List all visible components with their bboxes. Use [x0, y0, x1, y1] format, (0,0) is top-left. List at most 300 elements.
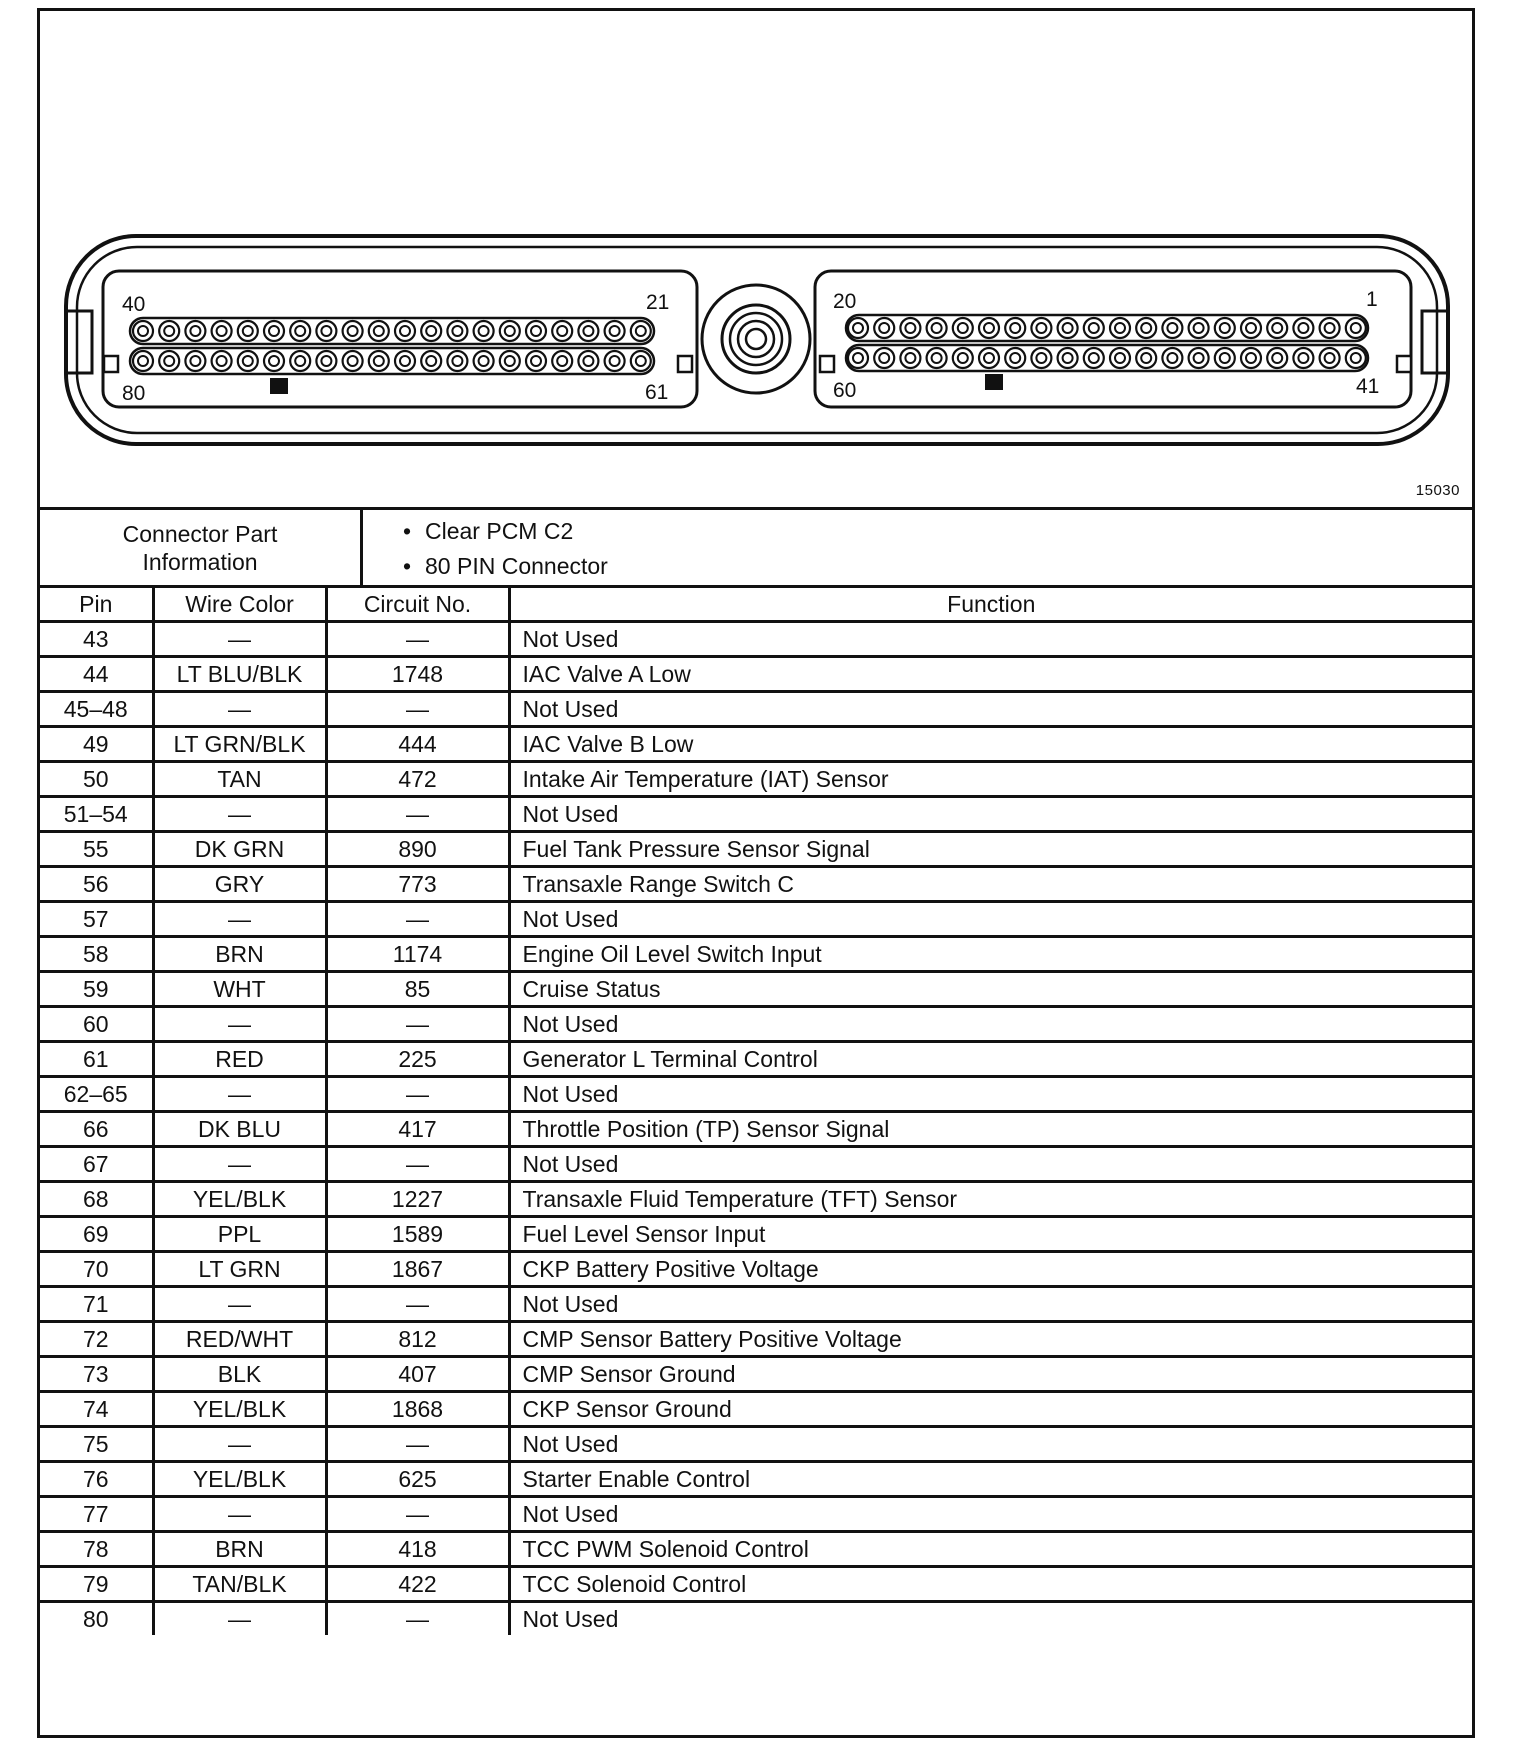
wire-color-cell: LT GRN/BLK — [153, 727, 326, 762]
pin-cell: 80 — [40, 1602, 153, 1636]
pin-cell: 67 — [40, 1147, 153, 1182]
wire-color-cell: DK GRN — [153, 832, 326, 867]
function-cell: Not Used — [509, 692, 1472, 727]
center-right-key-square — [820, 356, 834, 372]
pin-hole-center — [1010, 353, 1020, 363]
pin-hole-center — [138, 356, 148, 366]
pin-cell: 58 — [40, 937, 153, 972]
circuit-cell: 407 — [326, 1357, 509, 1392]
pin-cell: 75 — [40, 1427, 153, 1462]
pin-hole — [1320, 318, 1340, 338]
pin-hole — [1162, 348, 1182, 368]
pin-hole-center — [557, 356, 567, 366]
pin-hole — [900, 348, 920, 368]
pin-hole-center — [1325, 323, 1335, 333]
right-polarization-mark — [985, 374, 1003, 390]
pin-hole — [421, 321, 441, 341]
function-cell: Cruise Status — [509, 972, 1472, 1007]
circuit-cell: — — [326, 1007, 509, 1042]
pin-hole — [264, 351, 284, 371]
pin-cell: 57 — [40, 902, 153, 937]
pin-hole-center — [190, 356, 200, 366]
pin-hole-center — [879, 323, 889, 333]
circuit-cell: — — [326, 1077, 509, 1112]
pin-hole-center — [400, 326, 410, 336]
pin-hole — [395, 351, 415, 371]
pin-hole — [979, 348, 999, 368]
pin-hole-center — [1063, 323, 1073, 333]
function-cell: Not Used — [509, 797, 1472, 832]
left-latch — [66, 311, 92, 373]
pin-hole-center — [164, 326, 174, 336]
pin-hole — [185, 321, 205, 341]
pin-cell: 68 — [40, 1182, 153, 1217]
circuit-cell: — — [326, 692, 509, 727]
wire-color-cell: — — [153, 622, 326, 657]
connector-part-information — [40, 510, 1472, 588]
wire-color-cell: — — [153, 692, 326, 727]
pin-hole — [290, 321, 310, 341]
pin-hole-center — [1246, 323, 1256, 333]
pin-hole-center — [905, 353, 915, 363]
wire-color-cell: GRY — [153, 867, 326, 902]
jack-screw-core — [746, 329, 766, 349]
pin-hole-center — [1167, 353, 1177, 363]
pin-hole — [1267, 348, 1287, 368]
table-row — [40, 1217, 1472, 1252]
wire-color-cell: BRN — [153, 1532, 326, 1567]
pin-hole — [1031, 318, 1051, 338]
table-row — [40, 762, 1472, 797]
wire-color-cell: DK BLU — [153, 1112, 326, 1147]
table-row — [40, 1042, 1472, 1077]
circuit-cell: 225 — [326, 1042, 509, 1077]
table-row — [40, 1252, 1472, 1287]
pin-hole-center — [1298, 323, 1308, 333]
table-row — [40, 1182, 1472, 1217]
center-left-key-square — [678, 356, 692, 372]
pin-hole-center — [1089, 323, 1099, 333]
pin-table — [40, 588, 1472, 1635]
function-cell: IAC Valve A Low — [509, 657, 1472, 692]
pin-hole-center — [374, 326, 384, 336]
table-row — [40, 1462, 1472, 1497]
wire-color-cell: LT BLU/BLK — [153, 657, 326, 692]
pin-hole-center — [853, 353, 863, 363]
pin-hole-center — [1272, 323, 1282, 333]
left-upper-pin-row-frame — [130, 318, 654, 344]
pin-hole — [447, 351, 467, 371]
connector-info-label-line1: Connector Part — [122, 520, 278, 547]
function-cell: Starter Enable Control — [509, 1462, 1472, 1497]
pin-hole — [1241, 348, 1261, 368]
circuit-cell: — — [326, 1147, 509, 1182]
pin-hole-center — [164, 356, 174, 366]
header-circuit-no: Circuit No. — [326, 588, 509, 622]
function-cell: Not Used — [509, 902, 1472, 937]
pin-hole-center — [1089, 353, 1099, 363]
pin-hole-center — [1325, 353, 1335, 363]
function-cell: Not Used — [509, 1602, 1472, 1636]
pin-label-40: 40 — [122, 293, 146, 316]
pin-hole-center — [557, 326, 567, 336]
wire-color-cell: — — [153, 902, 326, 937]
circuit-cell: — — [326, 902, 509, 937]
header-wire-color: Wire Color — [153, 588, 326, 622]
circuit-cell: 890 — [326, 832, 509, 867]
circuit-cell: 422 — [326, 1567, 509, 1602]
wire-color-cell: — — [153, 1427, 326, 1462]
pin-hole — [900, 318, 920, 338]
pin-cell: 59 — [40, 972, 153, 1007]
pin-cell: 70 — [40, 1252, 153, 1287]
pin-cell: 45–48 — [40, 692, 153, 727]
table-row — [40, 867, 1472, 902]
pin-hole — [605, 321, 625, 341]
pin-cell: 43 — [40, 622, 153, 657]
pin-hole-center — [984, 353, 994, 363]
wire-color-cell: BRN — [153, 937, 326, 972]
right-pin-block — [815, 271, 1411, 407]
pin-hole-center — [138, 326, 148, 336]
pin-cell: 55 — [40, 832, 153, 867]
table-row — [40, 797, 1472, 832]
pin-cell: 73 — [40, 1357, 153, 1392]
pin-label-41: 41 — [1356, 375, 1380, 398]
right-lower-pin-row-frame — [846, 345, 1368, 371]
pin-hole-center — [400, 356, 410, 366]
pin-hole-center — [295, 356, 305, 366]
pin-hole — [1215, 348, 1235, 368]
pin-hole — [605, 351, 625, 371]
circuit-cell: 1867 — [326, 1252, 509, 1287]
pin-hole — [316, 321, 336, 341]
wire-color-cell: LT GRN — [153, 1252, 326, 1287]
pin-label-60: 60 — [833, 379, 857, 402]
pin-hole — [1293, 318, 1313, 338]
pin-hole-center — [1167, 323, 1177, 333]
pin-hole — [185, 351, 205, 371]
pin-hole-center — [853, 323, 863, 333]
pin-hole-center — [958, 353, 968, 363]
pin-cell: 66 — [40, 1112, 153, 1147]
pin-hole-center — [190, 326, 200, 336]
pin-hole — [1084, 348, 1104, 368]
circuit-cell: 417 — [326, 1112, 509, 1147]
pin-hole-center — [1272, 353, 1282, 363]
pin-table-header — [40, 588, 1472, 622]
circuit-cell: 418 — [326, 1532, 509, 1567]
pin-hole — [1031, 348, 1051, 368]
function-cell: CKP Sensor Ground — [509, 1392, 1472, 1427]
pin-hole-center — [531, 326, 541, 336]
pin-hole-center — [217, 356, 227, 366]
function-cell: Transaxle Range Switch C — [509, 867, 1472, 902]
pin-hole — [133, 321, 153, 341]
pin-cell: 56 — [40, 867, 153, 902]
pin-hole — [290, 351, 310, 371]
pin-hole — [212, 321, 232, 341]
circuit-cell: 1589 — [326, 1217, 509, 1252]
jack-screw-ring-3 — [738, 321, 774, 357]
pin-hole — [343, 321, 363, 341]
function-cell: CMP Sensor Battery Positive Voltage — [509, 1322, 1472, 1357]
function-cell: Generator L Terminal Control — [509, 1042, 1472, 1077]
pin-cell: 61 — [40, 1042, 153, 1077]
pin-hole-center — [932, 323, 942, 333]
function-cell: CMP Sensor Ground — [509, 1357, 1472, 1392]
pin-hole-center — [1220, 323, 1230, 333]
pin-hole-center — [243, 326, 253, 336]
pin-hole-center — [1194, 323, 1204, 333]
pin-hole — [343, 351, 363, 371]
pin-hole — [369, 321, 389, 341]
pin-hole — [927, 318, 947, 338]
pin-hole-center — [479, 356, 489, 366]
circuit-cell: 444 — [326, 727, 509, 762]
circuit-cell: — — [326, 797, 509, 832]
right-key-square — [1397, 356, 1411, 372]
table-row — [40, 657, 1472, 692]
pin-hole-center — [374, 356, 384, 366]
pin-hole — [1110, 348, 1130, 368]
pin-hole-center — [984, 323, 994, 333]
pin-hole-center — [1115, 353, 1125, 363]
circuit-cell: 1227 — [326, 1182, 509, 1217]
table-row — [40, 1322, 1472, 1357]
pin-cell: 50 — [40, 762, 153, 797]
table-row — [40, 972, 1472, 1007]
pin-hole — [133, 351, 153, 371]
pin-hole-center — [1246, 353, 1256, 363]
circuit-cell: 625 — [326, 1462, 509, 1497]
pin-hole-center — [1036, 353, 1046, 363]
table-row — [40, 1497, 1472, 1532]
pin-hole — [874, 348, 894, 368]
wire-color-cell: — — [153, 1147, 326, 1182]
pin-cell: 49 — [40, 727, 153, 762]
pin-hole — [1005, 348, 1025, 368]
circuit-cell: 472 — [326, 762, 509, 797]
pin-hole — [848, 318, 868, 338]
pin-hole-center — [217, 326, 227, 336]
wire-color-cell: YEL/BLK — [153, 1392, 326, 1427]
pin-hole-center — [269, 356, 279, 366]
circuit-cell: 812 — [326, 1322, 509, 1357]
connector-info-item: • Clear PCM C2 — [365, 514, 608, 549]
pin-hole — [1058, 318, 1078, 338]
wire-color-cell: PPL — [153, 1217, 326, 1252]
pin-cell: 44 — [40, 657, 153, 692]
pin-hole-center — [958, 323, 968, 333]
pin-hole — [395, 321, 415, 341]
function-cell: Fuel Level Sensor Input — [509, 1217, 1472, 1252]
pin-hole — [552, 321, 572, 341]
circuit-cell: — — [326, 1497, 509, 1532]
wire-color-cell: WHT — [153, 972, 326, 1007]
pin-hole-center — [452, 326, 462, 336]
pin-hole — [421, 351, 441, 371]
pin-hole — [264, 321, 284, 341]
pin-cell: 71 — [40, 1287, 153, 1322]
pin-hole-center — [636, 356, 646, 366]
circuit-cell: — — [326, 1602, 509, 1636]
wire-color-cell: — — [153, 1007, 326, 1042]
pin-hole-center — [905, 323, 915, 333]
pin-hole-center — [243, 356, 253, 366]
pin-hole — [526, 351, 546, 371]
function-cell: Not Used — [509, 1147, 1472, 1182]
pin-hole — [1215, 318, 1235, 338]
pin-hole-center — [1063, 353, 1073, 363]
pin-hole-center — [321, 326, 331, 336]
function-cell: Not Used — [509, 622, 1472, 657]
pin-cell: 77 — [40, 1497, 153, 1532]
pin-hole — [1136, 318, 1156, 338]
circuit-cell: 1174 — [326, 937, 509, 972]
pin-hole — [1084, 318, 1104, 338]
header-pin: Pin — [40, 588, 153, 622]
table-row — [40, 622, 1472, 657]
wire-color-cell: — — [153, 1497, 326, 1532]
pin-cell: 51–54 — [40, 797, 153, 832]
pin-cell: 62–65 — [40, 1077, 153, 1112]
pin-hole — [979, 318, 999, 338]
left-lower-pin-row-frame — [130, 348, 654, 374]
function-cell: TCC PWM Solenoid Control — [509, 1532, 1472, 1567]
jack-screw-outer — [702, 285, 810, 393]
pin-hole — [848, 348, 868, 368]
circuit-cell: — — [326, 622, 509, 657]
pin-hole-center — [426, 356, 436, 366]
pin-hole-center — [505, 326, 515, 336]
table-row — [40, 1392, 1472, 1427]
pin-hole-center — [1194, 353, 1204, 363]
pin-hole — [1005, 318, 1025, 338]
pin-hole — [159, 351, 179, 371]
pin-hole-center — [1141, 323, 1151, 333]
pin-hole-center — [583, 326, 593, 336]
wire-color-cell: RED — [153, 1042, 326, 1077]
pin-hole — [578, 321, 598, 341]
pin-hole-center — [610, 356, 620, 366]
pin-hole-center — [295, 326, 305, 336]
pin-cell: 76 — [40, 1462, 153, 1497]
function-cell: Throttle Position (TP) Sensor Signal — [509, 1112, 1472, 1147]
pin-hole-center — [1036, 323, 1046, 333]
pin-hole — [1267, 318, 1287, 338]
pin-hole-center — [610, 326, 620, 336]
pin-hole-center — [636, 326, 646, 336]
pin-hole — [953, 348, 973, 368]
connector-diagram-area — [40, 11, 1472, 510]
pin-hole — [1110, 318, 1130, 338]
right-latch — [1422, 311, 1448, 373]
pin-hole — [212, 351, 232, 371]
pin-hole — [238, 321, 258, 341]
pin-hole-center — [321, 356, 331, 366]
pin-hole — [474, 321, 494, 341]
table-row — [40, 1147, 1472, 1182]
pin-label-80: 80 — [122, 382, 146, 405]
circuit-cell: 85 — [326, 972, 509, 1007]
function-cell: IAC Valve B Low — [509, 727, 1472, 762]
pin-hole-center — [1141, 353, 1151, 363]
pin-hole — [1293, 348, 1313, 368]
wire-color-cell: YEL/BLK — [153, 1462, 326, 1497]
pin-hole — [369, 351, 389, 371]
circuit-cell: 773 — [326, 867, 509, 902]
wire-color-cell: BLK — [153, 1357, 326, 1392]
pin-hole-center — [583, 356, 593, 366]
function-cell: Fuel Tank Pressure Sensor Signal — [509, 832, 1472, 867]
pin-hole-center — [1115, 323, 1125, 333]
function-cell: Not Used — [509, 1077, 1472, 1112]
table-row — [40, 1112, 1472, 1147]
pin-label-1: 1 — [1366, 288, 1378, 311]
pin-cell: 72 — [40, 1322, 153, 1357]
pin-cell: 78 — [40, 1532, 153, 1567]
pin-hole-center — [452, 356, 462, 366]
table-row — [40, 692, 1472, 727]
pin-hole — [1136, 348, 1156, 368]
pin-cell: 60 — [40, 1007, 153, 1042]
table-row — [40, 1567, 1472, 1602]
pin-hole-center — [505, 356, 515, 366]
pin-hole — [874, 318, 894, 338]
pin-hole — [316, 351, 336, 371]
connector-info-list — [365, 514, 608, 584]
wire-color-cell: — — [153, 1287, 326, 1322]
table-row — [40, 1532, 1472, 1567]
pin-hole — [578, 351, 598, 371]
pin-hole — [552, 351, 572, 371]
pin-hole — [474, 351, 494, 371]
wire-color-cell: — — [153, 797, 326, 832]
pin-label-21: 21 — [646, 291, 670, 314]
table-row — [40, 902, 1472, 937]
pin-hole — [500, 351, 520, 371]
pin-cell: 79 — [40, 1567, 153, 1602]
wire-color-cell: RED/WHT — [153, 1322, 326, 1357]
pin-label-61: 61 — [645, 381, 669, 404]
pin-hole — [953, 318, 973, 338]
function-cell: CKP Battery Positive Voltage — [509, 1252, 1472, 1287]
function-cell: Transaxle Fluid Temperature (TFT) Sensor — [509, 1182, 1472, 1217]
table-row — [40, 937, 1472, 972]
left-key-square — [104, 356, 118, 372]
table-row — [40, 1287, 1472, 1322]
pin-hole — [1241, 318, 1261, 338]
pin-hole — [1189, 318, 1209, 338]
table-row — [40, 727, 1472, 762]
pin-hole-center — [879, 353, 889, 363]
pin-hole-center — [1220, 353, 1230, 363]
pin-hole-center — [479, 326, 489, 336]
table-row — [40, 1007, 1472, 1042]
pin-hole — [238, 351, 258, 371]
function-cell: Engine Oil Level Switch Input — [509, 937, 1472, 972]
pin-hole-center — [1010, 323, 1020, 333]
right-upper-pin-row-frame — [846, 315, 1368, 341]
left-polarization-mark — [270, 378, 288, 394]
circuit-cell: — — [326, 1287, 509, 1322]
pin-hole — [526, 321, 546, 341]
pin-hole — [1320, 348, 1340, 368]
wire-color-cell: TAN/BLK — [153, 1567, 326, 1602]
pin-hole — [1189, 348, 1209, 368]
pin-label-20: 20 — [833, 290, 857, 313]
